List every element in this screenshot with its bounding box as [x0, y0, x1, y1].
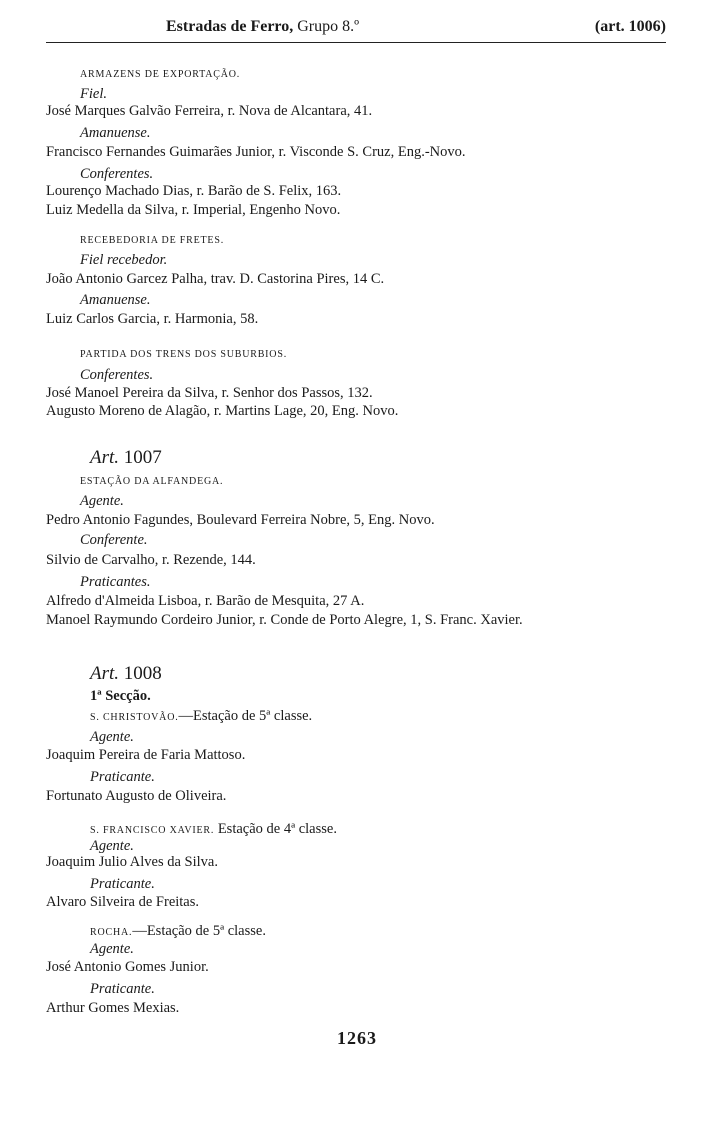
section-heading: PARTIDA DOS TRENS DOS SUBURBIOS. [80, 349, 287, 360]
role-label: Praticante. [90, 876, 155, 892]
entry-line: Luiz Medella da Silva, r. Imperial, Engenho Novo. [46, 202, 341, 218]
station-heading [90, 707, 312, 727]
role-label: Conferentes. [80, 166, 154, 182]
station-name: S. FRANCISCO XAVIER. [90, 825, 215, 836]
station-class: —Estação de 5ª classe. [178, 708, 313, 724]
entry-line: Augusto Moreno de Alagão, r. Martins Lage, 20, Eng. Novo. [46, 403, 399, 419]
entry-line: Francisco Fernandes Guimarães Junior, r. Visconde S. Cruz, Eng.-Novo. [46, 144, 466, 160]
subsection-heading: 1ª Secção. [90, 688, 151, 704]
article-heading [90, 449, 162, 467]
role-label: Agente. [80, 493, 124, 509]
role-label: Fiel recebedor. [80, 252, 168, 268]
section-heading: RECEBEDORIA DE FRETES. [80, 235, 224, 246]
role-label: Conferente. [80, 532, 148, 548]
section-heading: ARMAZENS DE EXPORTAÇÃO. [80, 69, 241, 80]
role-label: Agente. [90, 838, 134, 854]
station-name: S. CHRISTOVÃO. [90, 712, 179, 723]
role-label: Praticantes. [80, 574, 151, 590]
entry-line: João Antonio Garcez Palha, trav. D. Castorina Pires, 14 C. [46, 271, 385, 287]
article-word: Art. [90, 663, 120, 684]
entry-line: Joaquim Pereira de Faria Mattoso. [46, 747, 246, 763]
role-label: Amanuense. [80, 125, 151, 141]
entry-line: Arthur Gomes Mexias. [46, 1000, 180, 1016]
station-name: ROCHA. [90, 927, 133, 938]
entry-line: José Manoel Pereira da Silva, r. Senhor dos Passos, 132. [46, 385, 373, 401]
entry-line: Alvaro Silveira de Freitas. [46, 894, 200, 910]
entry-line: Lourenço Machado Dias, r. Barão de S. Felix, 163. [46, 183, 342, 199]
header-title [166, 18, 359, 36]
header-article-number: (art. 1006) [594, 18, 666, 35]
role-label: Fiel. [80, 86, 107, 102]
article-number: 1008 [119, 663, 162, 684]
header-title-bold: Estradas de Ferro, [166, 18, 294, 35]
entry-line: José Antonio Gomes Junior. [46, 959, 209, 975]
entry-line: Fortunato Augusto de Oliveira. [46, 788, 227, 804]
entry-line: José Marques Galvão Ferreira, r. Nova de Alcantara, 41. [46, 103, 373, 119]
running-header [46, 18, 666, 43]
station-class: —Estação de 5ª classe. [132, 923, 266, 939]
role-label: Agente. [90, 941, 134, 957]
entry-line: Luiz Carlos Garcia, r. Harmonia, 58. [46, 311, 259, 327]
station-class: Estação de 4ª classe. [214, 821, 337, 837]
section-heading: ESTAÇÃO DA ALFANDEGA. [80, 476, 224, 487]
role-label: Praticante. [90, 981, 155, 997]
entry-line: Joaquim Julio Alves da Silva. [46, 854, 218, 870]
entry-line: Pedro Antonio Fagundes, Boulevard Ferreira Nobre, 5, Eng. Novo. [46, 512, 435, 528]
entry-line: Silvio de Carvalho, r. Rezende, 144. [46, 552, 256, 568]
role-label: Praticante. [90, 769, 155, 785]
station-heading [90, 922, 266, 942]
article-word: Art. [90, 447, 120, 468]
article-number: 1007 [119, 447, 162, 468]
role-label: Agente. [90, 729, 134, 745]
page-number: 1263 [337, 1028, 377, 1048]
article-heading [90, 665, 162, 683]
entry-line: Manoel Raymundo Cordeiro Junior, r. Conde de Porto Alegre, 1, S. Franc. Xavier. [46, 612, 523, 628]
entry-line: Alfredo d'Almeida Lisboa, r. Barão de Mesquita, 27 A. [46, 593, 365, 609]
role-label: Conferentes. [80, 367, 154, 383]
header-title-rest: Grupo 8.º [293, 18, 360, 35]
role-label: Amanuense. [80, 292, 151, 308]
